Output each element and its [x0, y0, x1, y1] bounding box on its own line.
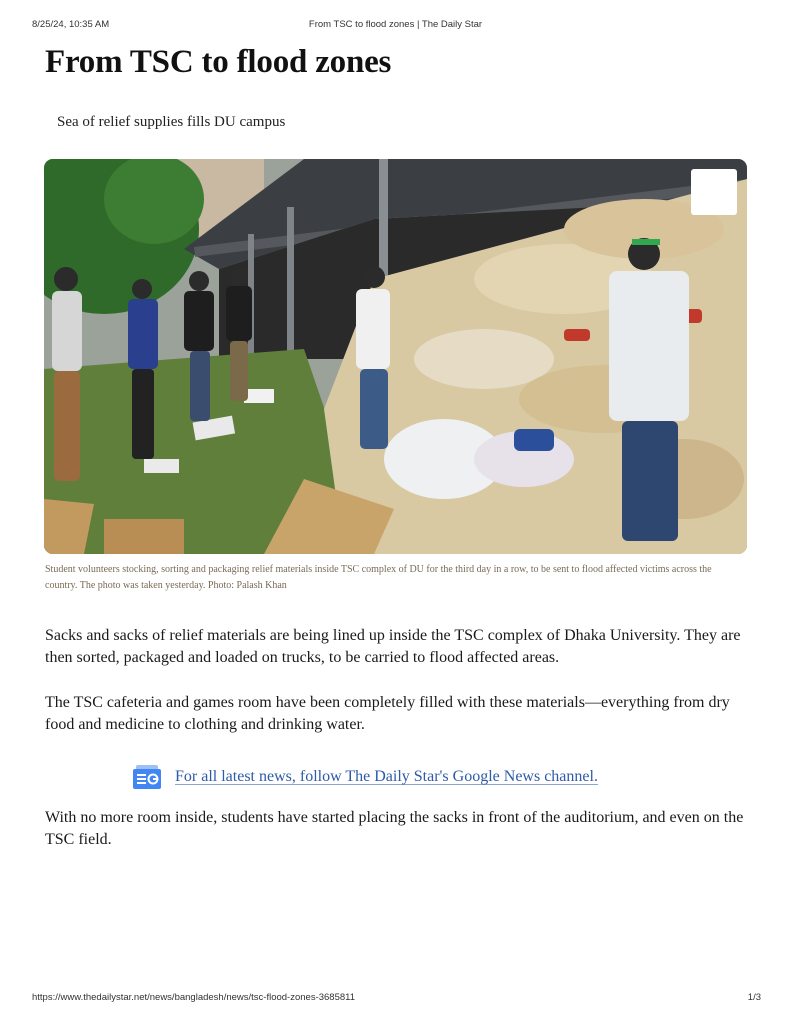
photo-caption: Student volunteers stocking, sorting and packaging relief materials inside TSC complex of DU for the third day in a row, to be sent to flood affected victims across the country. The photo was taken yesterday. Photo: Palash Khan [45, 564, 712, 591]
google-news-link[interactable]: For all latest news, follow The Daily Star's Google News channel. [175, 768, 598, 785]
print-url: https://www.thedailystar.net/news/bangladesh/news/tsc-flood-zones-3685811 [32, 992, 356, 1003]
article-paragraph-1: Sacks and sacks of relief materials are being lined up inside the TSC complex of Dhaka University. They are then sorted, packaged and loaded on trucks, to be carried to flood affected areas. [45, 627, 741, 666]
article-headline: From TSC to flood zones [45, 44, 392, 80]
google-news-cta[interactable] [133, 764, 598, 790]
photo-illustration [44, 159, 747, 554]
print-footer [32, 992, 761, 1006]
article-paragraph-3: With no more room inside, students have started placing the sacks in front of the auditorium, and even on the TSC field. [45, 809, 744, 848]
google-news-icon [133, 765, 163, 789]
print-page-title: From TSC to flood zones | The Daily Star [308, 19, 483, 30]
article-photo [44, 159, 747, 554]
print-datetime: 8/25/24, 10:35 AM [32, 19, 110, 30]
photo-corner-overlay [691, 169, 737, 215]
article-subheadline: Sea of relief supplies fills DU campus [57, 114, 286, 130]
article-paragraph-2: The TSC cafeteria and games room have been completely filled with these materials—everything from dry food and medicine to clothing and drinking water. [45, 694, 730, 733]
print-page-number: 1/3 [747, 992, 761, 1003]
print-header [32, 19, 759, 33]
